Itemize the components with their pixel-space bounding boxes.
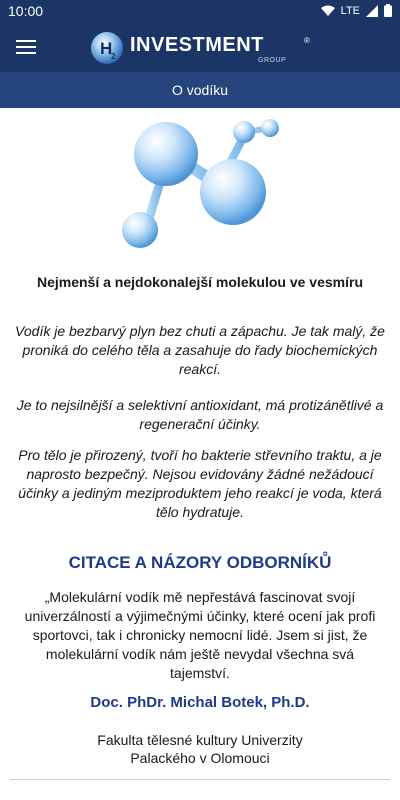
menu-button[interactable]	[16, 40, 36, 56]
atom-tiny-top	[261, 119, 279, 137]
menu-icon-line	[16, 52, 36, 54]
hydrogen-molecule-illustration	[118, 114, 282, 256]
logo-text: INVESTMENT	[130, 34, 264, 56]
wifi-icon	[321, 5, 335, 17]
app-bar	[0, 24, 400, 72]
expert-name: Doc. PhDr. Michal Botek, Ph.D.	[90, 694, 310, 711]
expert-quote: „Molekulární vodík mě nepřestává fascinovat svojí univerzálností a výjimečnými účinky, které ocení jak profi sportovci, tak i chronicky nemocní lidé. Jsem si jist, že molekulární vodík nám ještě nevydal všechna svá tajemství.	[24, 589, 376, 681]
logo-registered: ®	[304, 36, 310, 45]
atom-large-left	[134, 122, 198, 186]
menu-icon-line	[16, 40, 36, 42]
signal-icon	[366, 5, 378, 17]
status-bar	[0, 0, 400, 24]
section-header-bar	[0, 72, 400, 108]
paragraph-1: Vodík je bezbarvý plyn bez chuti a zápachu. Je tak malý, že proniká do celého těla a zasahuje do řady biochemických reakcí.	[15, 323, 385, 377]
divider	[10, 779, 390, 780]
paragraph-3: Pro tělo je přirozený, tvoří ho bakterie střevního traktu, a je naprosto bezpečný. Nejsou evidovány žádné nežádoucí účinky a jediným meziproduktem jeho reakcí je voda, která tělo hydratuje.	[18, 447, 382, 520]
app-logo[interactable]	[90, 30, 320, 66]
page-title: O vodíku	[171, 82, 229, 98]
logo-mark-letter: H	[100, 39, 113, 58]
atom-small-bottom	[122, 212, 158, 248]
network-type: LTE	[340, 4, 360, 17]
expert-affiliation: Fakulta tělesné kultury Univerzity Palackého v Olomouci	[97, 732, 303, 766]
logo-mark-sub: 2	[111, 52, 116, 61]
h2-logo-icon	[90, 31, 124, 65]
logo-subtext: GROUP	[258, 57, 287, 64]
headline: Nejmenší a nejdokonalejší molekulou ve vesmíru	[36, 274, 363, 290]
paragraph-2: Je to nejsilnější a selektivní antioxidant, má protizánětlivé a regenerační účinky.	[16, 397, 384, 432]
experts-section-title: CITACE A NÁZORY ODBORNÍKŮ	[68, 553, 332, 572]
status-icons	[321, 4, 392, 17]
status-time: 10:00	[8, 3, 44, 19]
atom-small-top	[233, 121, 255, 143]
battery-icon	[384, 4, 392, 17]
atom-large-right	[200, 159, 266, 225]
menu-icon-line	[16, 46, 36, 48]
